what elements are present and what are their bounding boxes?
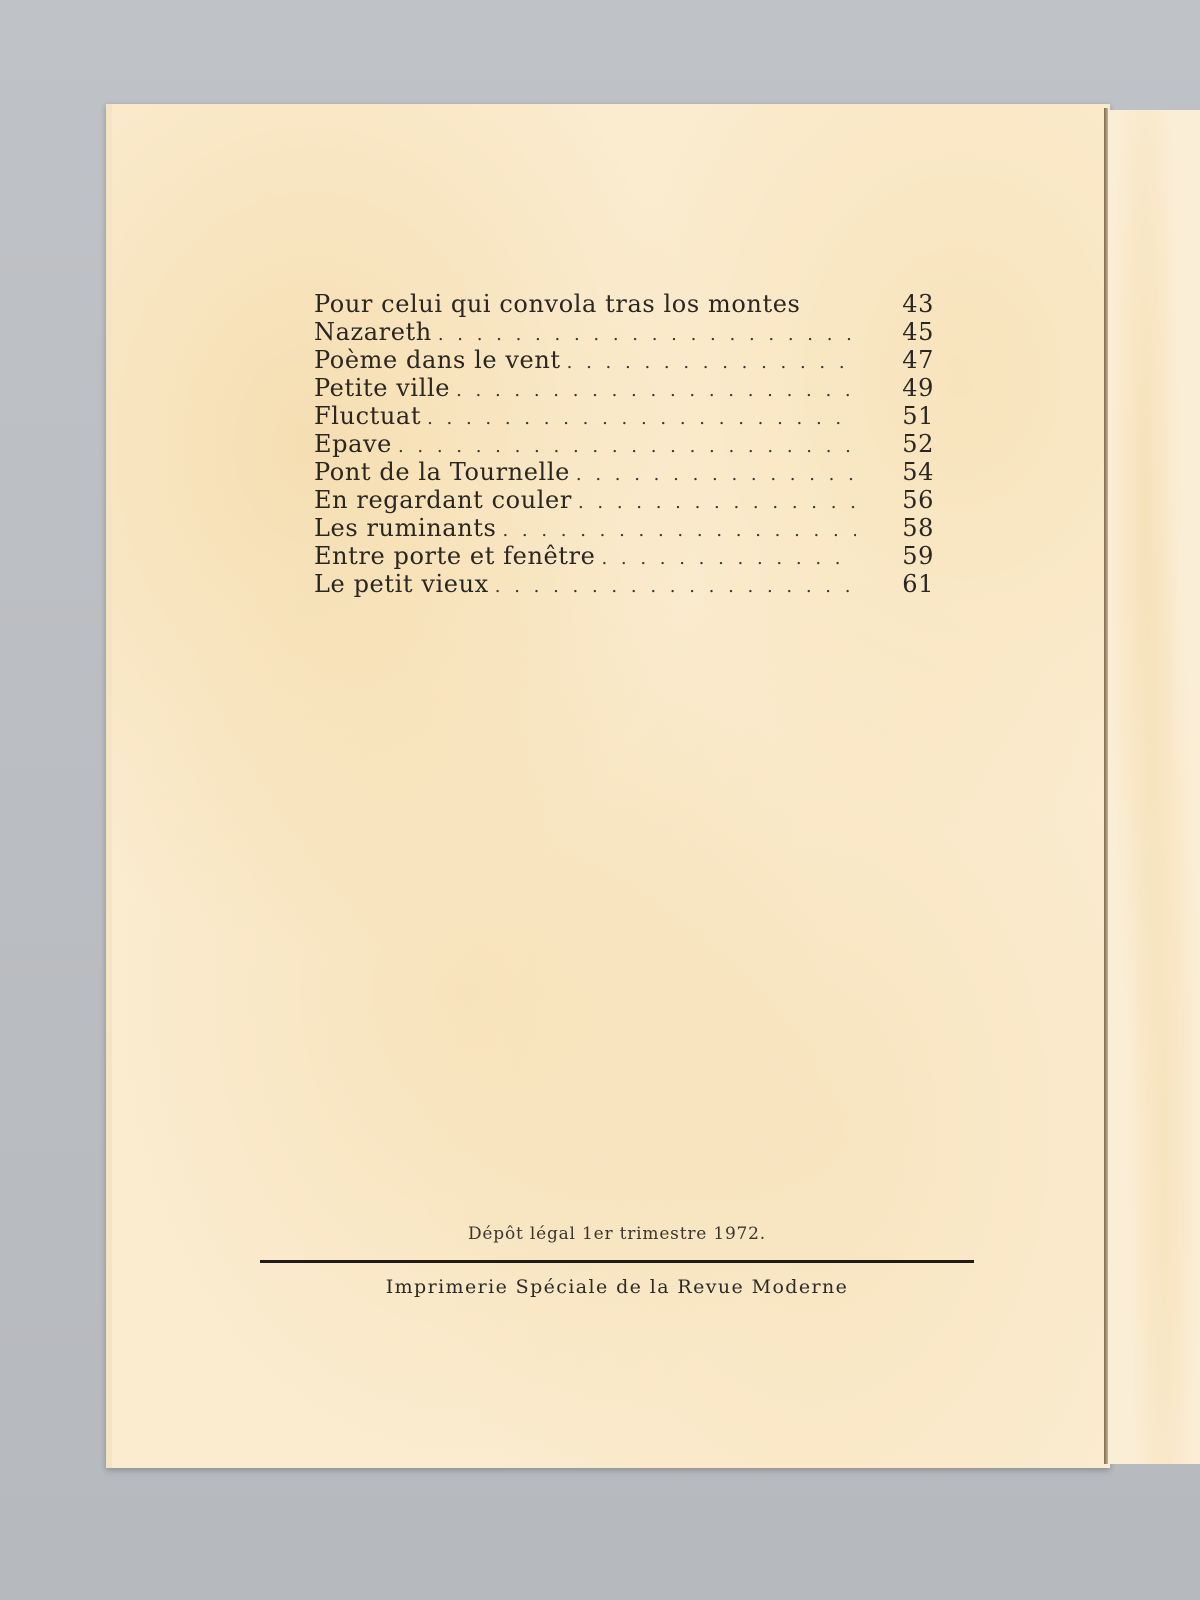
- toc-entry: [314, 514, 934, 542]
- dot-leader: [495, 576, 856, 597]
- dot-leader: [567, 352, 856, 373]
- toc-entry-title: Le petit vieux: [314, 570, 489, 598]
- toc-entry-page: 54: [902, 458, 934, 486]
- toc-entry-page: 56: [902, 486, 934, 514]
- toc-entry: [314, 542, 934, 570]
- toc-entry: [314, 290, 934, 318]
- toc-entry-page: 49: [902, 374, 934, 402]
- dot-leader: [502, 520, 856, 541]
- toc-entry-title: Poème dans le vent: [314, 346, 561, 374]
- toc-entry-title: Entre porte et fenêtre: [314, 542, 596, 570]
- toc-entry: [314, 458, 934, 486]
- dot-leader: [398, 436, 856, 457]
- toc-entry-page: 51: [902, 402, 934, 430]
- toc-entry-title: En regardant couler: [314, 486, 572, 514]
- legal-deposit-note: Dépôt légal 1er trimestre 1972.: [468, 1224, 766, 1244]
- toc-entry-page: 59: [902, 542, 934, 570]
- dot-leader: [578, 492, 856, 513]
- dot-leader: [456, 380, 856, 401]
- table-of-contents: [314, 290, 934, 598]
- toc-entry: [314, 430, 934, 458]
- divider-rule: [260, 1260, 974, 1263]
- toc-entry-title: Les ruminants: [314, 514, 497, 542]
- toc-entry-page: 61: [902, 570, 934, 598]
- toc-entry-page: 43: [902, 290, 934, 318]
- toc-entry: [314, 570, 934, 598]
- toc-entry-title: Petite ville: [314, 374, 451, 402]
- right-page-edge: [1108, 110, 1200, 1464]
- dot-leader: [438, 324, 856, 345]
- toc-entry: [314, 402, 934, 430]
- toc-entry-page: 52: [902, 430, 934, 458]
- toc-entry-title: Epave: [314, 430, 392, 458]
- dot-leader: [601, 548, 856, 569]
- dot-leader: [576, 464, 856, 485]
- dot-leader: [427, 408, 856, 429]
- toc-entry: [314, 374, 934, 402]
- toc-entry-page: 47: [902, 346, 934, 374]
- toc-entry-title: Fluctuat: [314, 402, 422, 430]
- printer-imprint: Imprimerie Spéciale de la Revue Moderne: [385, 1276, 849, 1298]
- toc-entry-page: 58: [902, 514, 934, 542]
- toc-entry-page: 45: [902, 318, 934, 346]
- toc-entry-title: Pour celui qui convola tras los montes: [314, 290, 801, 318]
- toc-entry-title: Pont de la Tournelle: [314, 458, 570, 486]
- toc-entry: [314, 486, 934, 514]
- toc-entry: [314, 318, 934, 346]
- toc-entry-title: Nazareth: [314, 318, 432, 346]
- toc-entry: [314, 346, 934, 374]
